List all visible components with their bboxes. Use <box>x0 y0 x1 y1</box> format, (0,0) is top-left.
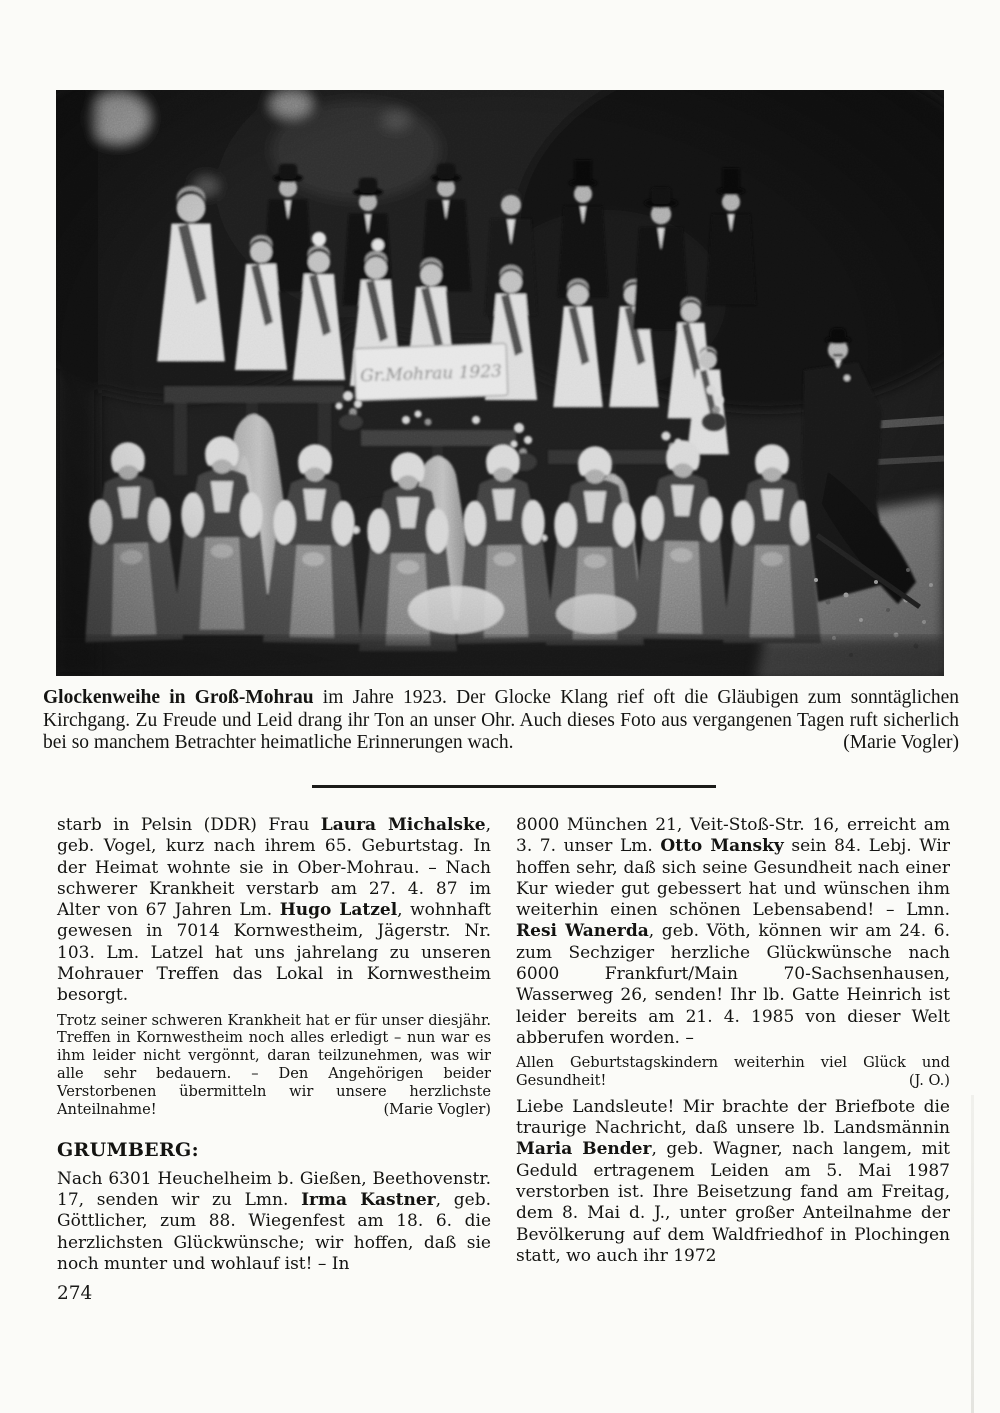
photo-caption <box>43 687 959 755</box>
credit: (J. O.) <box>908 1072 950 1090</box>
paragraph: starb in Pelsin (DDR) Frau Laura Michalske, geb. Vogel, kurz nach ihrem 65. Geburtstag. In der Heimat wohnte sie in Ober-Mohrau. – Nach schwerer Krankheit verstarb am 27. 4. 87 im Alter von 67 Jahren Lm. Hugo Latzel, wohnhaft gewesen in 7014 Kornwestheim, Jägerstr. Nr. 103. Lm. Latzel hat uns jahrelang zu unseren Mohrauer Treffen das Lokal in Kornwestheim besorgt. <box>57 815 492 1006</box>
paragraph: Nach 6301 Heuchelheim b. Gießen, Beethovenstr. 17, senden wir zu Lmn. Irma Kastner, geb. Göttlicher, zum 88. Wiegenfest am 18. 6. die herzlichsten Glückwünsche; wir hoffen, daß sie noch munter und wohlauf ist! – In <box>57 1168 491 1274</box>
section-heading: GRUMBERG: <box>57 1139 199 1162</box>
small-paragraph: Trotz seiner schweren Krankheit hat er für unser diesjähr. Treffen in Kornwestheim noch alles erledigt – nun war es ihm leider nicht vergönnt, daran teilzunehmen, was wir alle sehr bedauern. – Den Angehörigen beider Verstorbenen übermitteln wir unsere herzlichste Anteilnahme! (Marie Vogler) <box>57 1011 491 1118</box>
divider-rule <box>312 785 716 788</box>
small-paragraph: Allen Geburtstagskindern weiterhin viel Glück und Gesundheit! (J. O.) <box>516 1054 950 1090</box>
credit: (Marie Vogler) <box>383 1100 491 1118</box>
scan-artifact <box>971 1095 974 1413</box>
paragraph: Liebe Landsleute! Mir brachte der Briefbote die traurige Nachricht, daß unsere lb. Landsmännin Maria Bender, geb. Wagner, nach langem, mit Geduld ertragenem Leiden am 5. Mai 1987 verstorben ist. Ihre Beisetzung fand am Freitag, dem 8. Mai d. J., unter großer Anteilnahme der Bevölkerung auf dem Waldfriedhof in Plochingen statt, wo auch ihr 1972 <box>516 1096 950 1266</box>
photo-image <box>56 90 944 676</box>
caption-text: Glockenweihe in Groß-Mohrau im Jahre 1923. Der Glocke Klang rief oft die Gläubigen zum sonntäglichen Kirchgang. Zu Freude und Leid drang ihr Ton an unser Ohr. Auch dieses Foto aus vergangenen Tagen ruft sicherlich bei so manchem Betrachter heimatliche Erinnerungen wach. <box>43 687 959 754</box>
column-left <box>57 815 491 1275</box>
column-right <box>516 815 950 1267</box>
caption-credit: (Marie Vogler) <box>843 732 959 754</box>
paragraph: 8000 München 21, Veit-Stoß-Str. 16, erreicht am 3. 7. unser Lm. Otto Mansky sein 84. Lebj. Wir hoffen sehr, daß sich seine Gesundheit nach einer Kur wieder gut gebessert hat und wünschen ihm weiterhin einen schönen Lebensabend! – Lmn. Resi Wanerda, geb. Vöth, können wir am 24. 6. zum Sechziger herzliche Glückwünsche nach 6000 Frankfurt/Main 70-Sachsenhausen, Wasserweg 26, senden! Ihr lb. Gatte Heinrich ist leider bereits am 21. 4. 1985 von dieser Welt abberufen worden. – <box>516 815 950 1048</box>
photo-glockenweihe <box>56 90 944 676</box>
page-number: 274 <box>57 1283 93 1304</box>
